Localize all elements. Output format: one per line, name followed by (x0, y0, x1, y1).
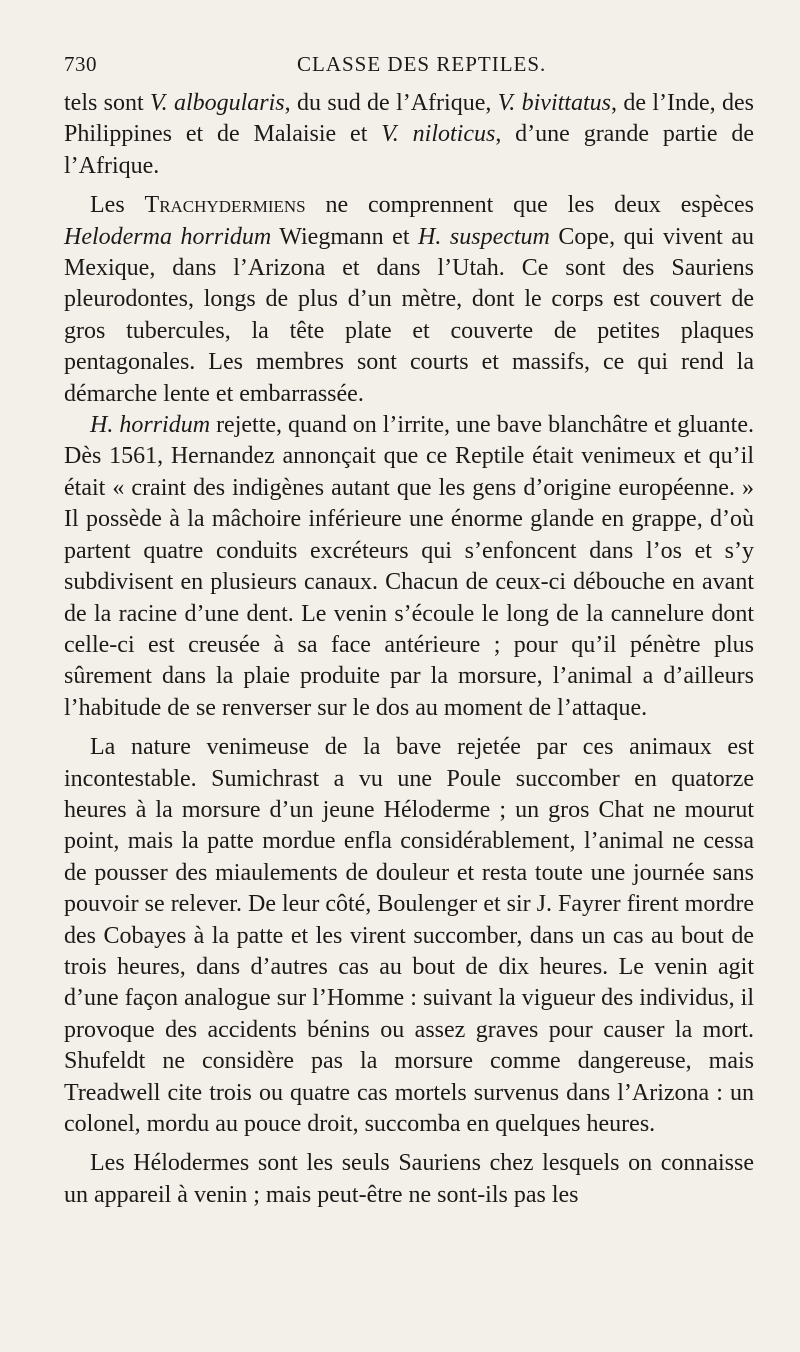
paragraph (64, 410, 754, 724)
paragraph (64, 190, 754, 410)
text-segment: Cope, qui vivent au Mexique, dans l’Arizona et dans l’Utah. Ce sont des Sauriens pleurodontes, longs de plus d’un mètre, dont le corps est couvert de gros tubercules, la tête plate et couverte de petites plaques pentagonales. Les membres sont courts et massifs, ce qui rend la démarche lente et embarrassée. (64, 223, 755, 407)
text-segment: ne comprennent que les deux espèces (305, 192, 754, 219)
body-text (64, 88, 754, 1211)
page-number: 730 (64, 52, 97, 76)
paragraph (64, 732, 754, 1140)
text-segment: Wiegmann et (271, 223, 419, 250)
text-segment: , de l’Inde, des Philippines et de Malaisie et (64, 90, 754, 148)
species-name: H. suspectum (418, 223, 550, 250)
species-name: H. horridum (90, 412, 211, 439)
paragraph (64, 1148, 754, 1211)
text-segment: rejette, quand on l’irrite, une bave blanchâtre et gluante. Dès 1561, Hernandez annonçait que ce Reptile était venimeux et qu’il était « craint des indigènes autant que les gens d’origine européenne. » Il possède à la mâchoire inférieure une énorme glande en grappe, d’où partent quatre conduits excréteurs qui s’enfoncent dans l’os et s’y subdivisent en plusieurs canaux. Chacun de ceux-ci débouche en avant de la racine d’une dent. Le venin s’écoule le long de la cannelure dont celle-ci est creusée à sa face antérieure ; pour qu’il pénètre plus sûrement dans la plaie produite par la morsure, l’animal a d’ailleurs l’habitude de se renverser sur le dos au moment de l’attaque. (64, 412, 755, 721)
family-name: Trachydermiens (144, 192, 306, 219)
text-segment: Les (90, 192, 145, 219)
species-name: Heloderma horridum (64, 223, 272, 250)
text-segment: tels sont (64, 90, 151, 116)
species-name: V. albogularis (150, 90, 285, 116)
text-segment: , du sud de l’Afrique, (284, 90, 498, 116)
paragraph (64, 88, 754, 182)
text-segment: , d’une grande partie de l’Afrique. (64, 121, 754, 179)
page-header (64, 52, 754, 82)
species-name: V. niloticus (381, 121, 496, 148)
text-segment: Les Hélodermes sont les seuls Sauriens chez lesquels on connaisse un appareil à venin ; mais peut-être ne sont-ils pas les (64, 1150, 754, 1208)
running-title: CLASSE DES REPTILES. (297, 52, 547, 76)
text-segment: La nature venimeuse de la bave rejetée par ces animaux est incontestable. Sumichrast a vu une Poule succomber en quatorze heures à la morsure d’un jeune Héloderme ; un gros Chat ne mourut point, mais la patte mordue enfla considérablement, l’animal ne cessa de pousser des miaulements de douleur et resta toute une journée sans pouvoir se relever. De leur côté, Boulenger et sir J. Fayrer firent mordre des Cobayes à la patte et les virent succomber, dans un cas au bout de trois heures, dans d’autres cas au bout de dix heures. Le venin agit d’une façon analogue sur l’Homme : suivant la vigueur des individus, il provoque des accidents bénins ou assez graves pour causer la mort. Shufeldt ne considère pas la morsure comme dangereuse, mais Treadwell cite trois ou quatre cas mortels survenus dans l’Arizona : un colonel, mordu au pouce droit, succomba en quelques heures. (64, 734, 754, 1137)
species-name: V. bivittatus (497, 90, 611, 116)
